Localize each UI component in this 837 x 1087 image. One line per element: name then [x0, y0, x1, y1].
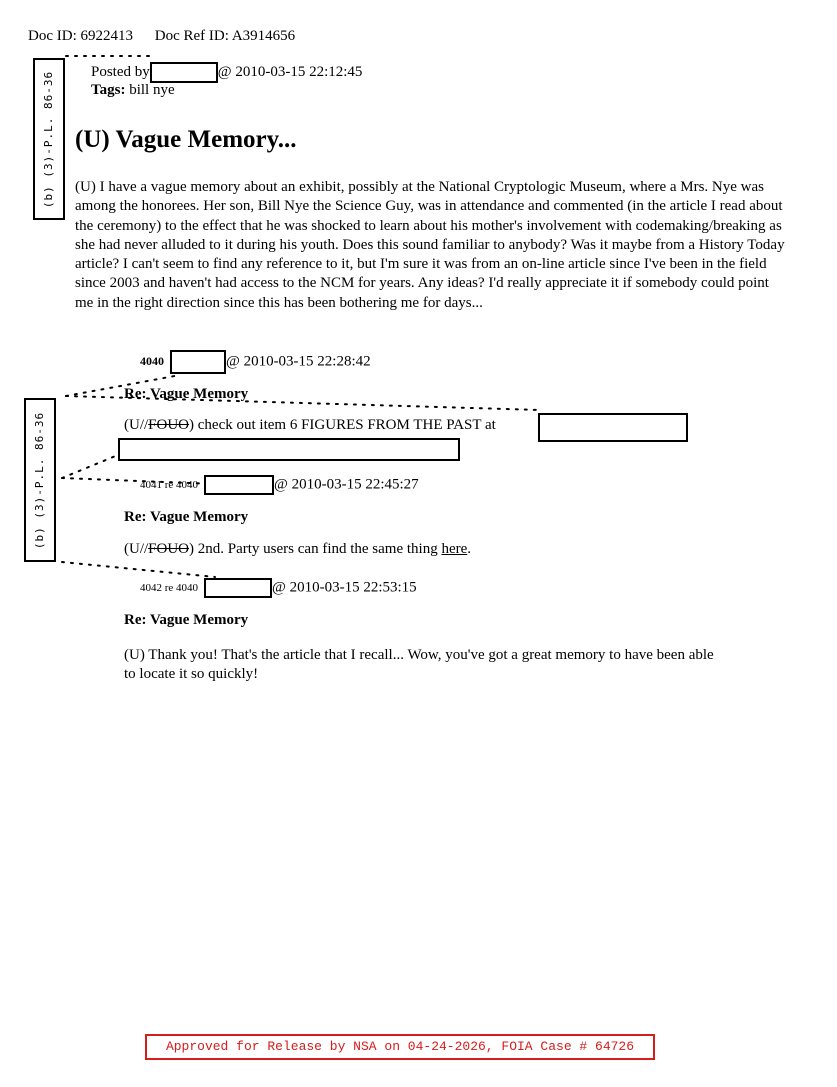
comment-number: 4040	[140, 354, 164, 369]
post-body-text: (U) I have a vague memory about an exhibit, possibly at the National Cryptologic Museum, where a Mrs. Nye was among the honorees. Her son, Bill Nye the Science Guy, was in attendance and commented (in the article I read about the ceremony) to the effect that he was shocked to learn about his mother's involvement with codemaking/breaking as she had never alluded to it during his youth. Does this sound familiar to anybody? Was it maybe from a History Today article? I can't seem to find any reference to it, but I'm sure it was from an on-line article since I've been in the field since 2003 and haven't had access to the NCM for years. Any ideas? I'd really appreciate it if somebody could point me in the right direction since this has been bothering me for days...	[75, 179, 785, 311]
comment-text: check out item 6 FIGURES FROM THE PAST at	[194, 417, 496, 433]
post-timestamp: @ 2010-03-15 22:12:45	[217, 63, 363, 80]
post-body	[75, 178, 787, 313]
comment-number: 4041 re 4040	[140, 479, 199, 492]
tags-line	[91, 82, 175, 99]
comment-body	[124, 417, 496, 434]
comment-timestamp: @ 2010-03-15 22:28:42	[226, 353, 371, 370]
comment-subject: Re: Vague Memory	[124, 612, 249, 628]
tags-value: bill nye	[129, 82, 175, 98]
marking-suffix: )	[189, 417, 195, 433]
release-stamp: Approved for Release by NSA on 04-24-2026, FOIA Case # 64726	[145, 1034, 655, 1060]
posted-by-label: Posted by	[91, 63, 150, 80]
comment-body	[124, 541, 471, 558]
doc-id: Doc ID: 6922413	[28, 28, 133, 44]
comment-subject: Re: Vague Memory	[124, 386, 249, 402]
comment-number: 4042 re 4040	[140, 582, 199, 595]
marking-struck: FOUO	[148, 417, 190, 433]
redaction-box	[204, 475, 274, 495]
comment-body: (U) Thank you! That's the article that I recall... Wow, you've got a great memory to have been able to locate it so quickly!	[124, 647, 714, 682]
exemption-label: (b) (3)-P.L. 86-36	[33, 411, 47, 549]
post-title: (U) Vague Memory...	[75, 126, 297, 153]
marking-suffix: )	[189, 541, 195, 557]
comment-subject: Re: Vague Memory	[124, 509, 249, 525]
marking-struck: FOUO	[148, 541, 190, 557]
comment-timestamp: @ 2010-03-15 22:53:15	[272, 579, 417, 596]
here-link[interactable]: here	[441, 541, 468, 557]
redaction-box	[170, 350, 226, 374]
comment-text-end: .	[467, 541, 472, 557]
marking-prefix: (U//	[124, 541, 149, 557]
comment-text: 2nd. Party users can find the same thing	[194, 541, 442, 557]
comment-header	[140, 578, 417, 598]
exemption-label: (b) (3)-P.L. 86-36	[42, 70, 56, 208]
redaction-box	[150, 62, 218, 83]
redaction-box	[118, 438, 460, 461]
doc-ref-id: Doc Ref ID: A3914656	[154, 28, 296, 44]
posted-by-line	[91, 62, 362, 83]
redaction-box	[204, 578, 272, 598]
redaction-box	[538, 413, 688, 442]
tags-label: Tags:	[91, 82, 126, 98]
marking-prefix: (U//	[124, 417, 149, 433]
comment-timestamp: @ 2010-03-15 22:45:27	[274, 476, 419, 493]
comment-header	[140, 350, 371, 374]
comment-header	[140, 475, 419, 495]
